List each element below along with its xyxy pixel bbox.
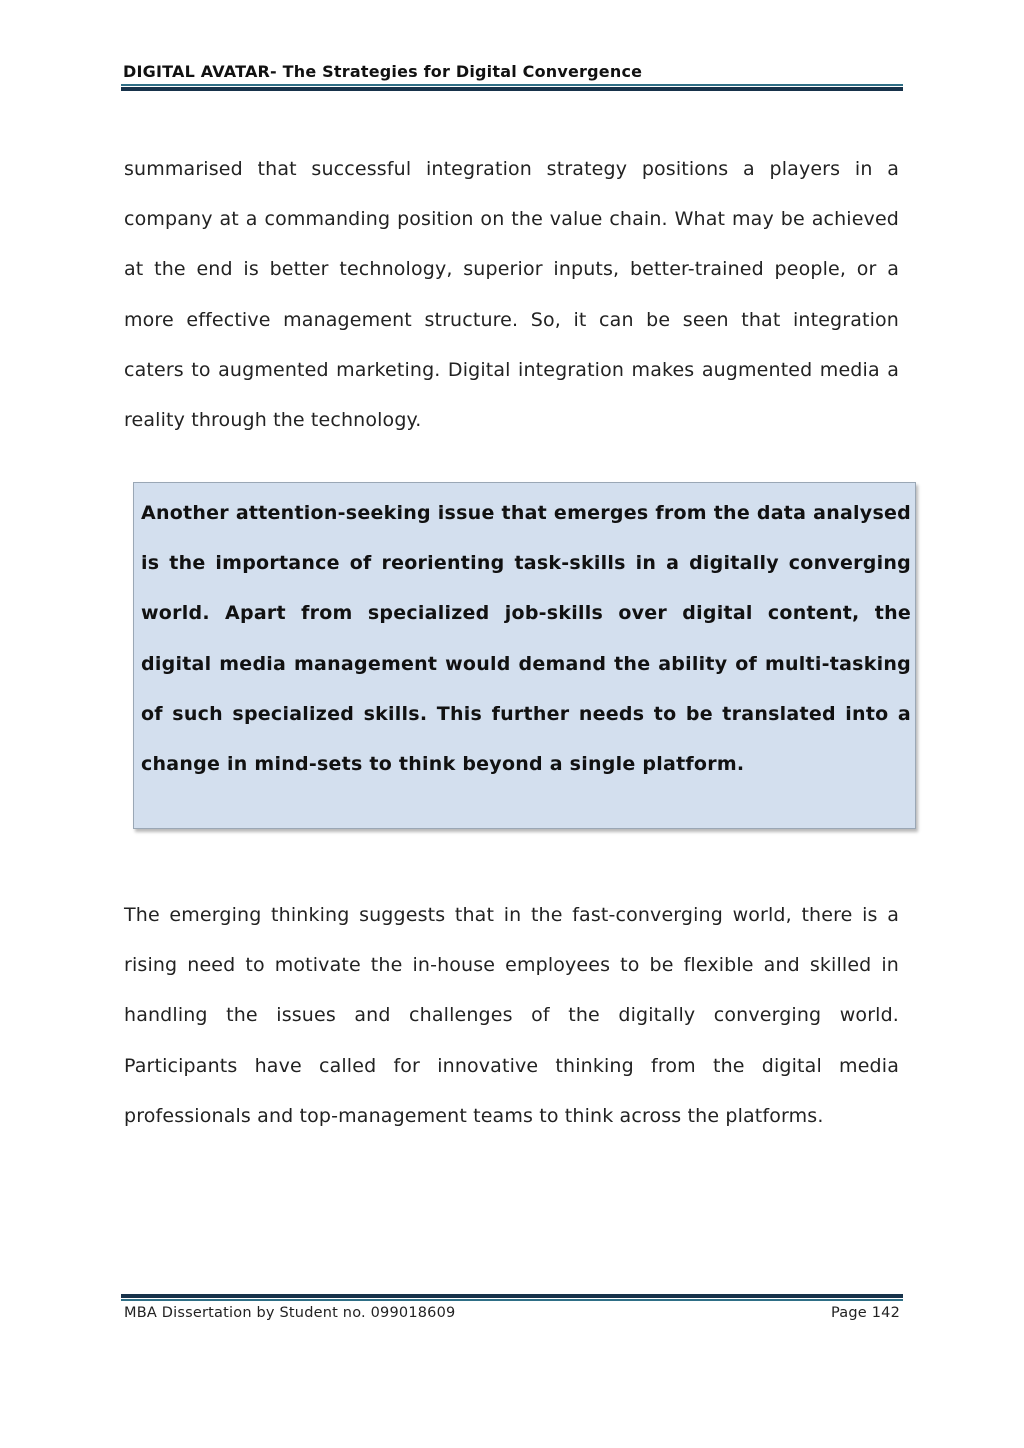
highlight-callout-box xyxy=(133,482,916,829)
callout-text: Another attention-seeking issue that emerges from the data analysed is the importance of reorienting task-skills in a digitally converging world. Apart from specialized job-skills over digital content, the digital media management would demand the ability of multi-tasking of such specialized skills. This further needs to be translated into a change in mind-sets to think beyond a single platform. xyxy=(141,502,911,776)
footer-rule xyxy=(121,1294,903,1301)
running-header-title: DIGITAL AVATAR- The Strategies for Digital Convergence xyxy=(123,62,643,81)
footer-page-number: Page 142 xyxy=(831,1305,900,1321)
body-paragraph-1: summarised that successful integration strategy positions a players in a company at a commanding position on the value chain. What may be achieved at the end is better technology, superior inputs, better-trained people, or a more effective management structure. So, it can be seen that integration caters to augmented marketing. Digital integration makes augmented media a reality through the technology. xyxy=(124,158,899,432)
header-rule xyxy=(121,84,903,91)
body-paragraph-2: The emerging thinking suggests that in the fast-converging world, there is a rising need to motivate the in-house employees to be flexible and skilled in handling the issues and challenges of the digitally converging world. Participants have called for innovative thinking from the digital media professionals and top-management teams to think across the platforms. xyxy=(124,904,899,1127)
footer-author: MBA Dissertation by Student no. 099018609 xyxy=(124,1305,456,1321)
